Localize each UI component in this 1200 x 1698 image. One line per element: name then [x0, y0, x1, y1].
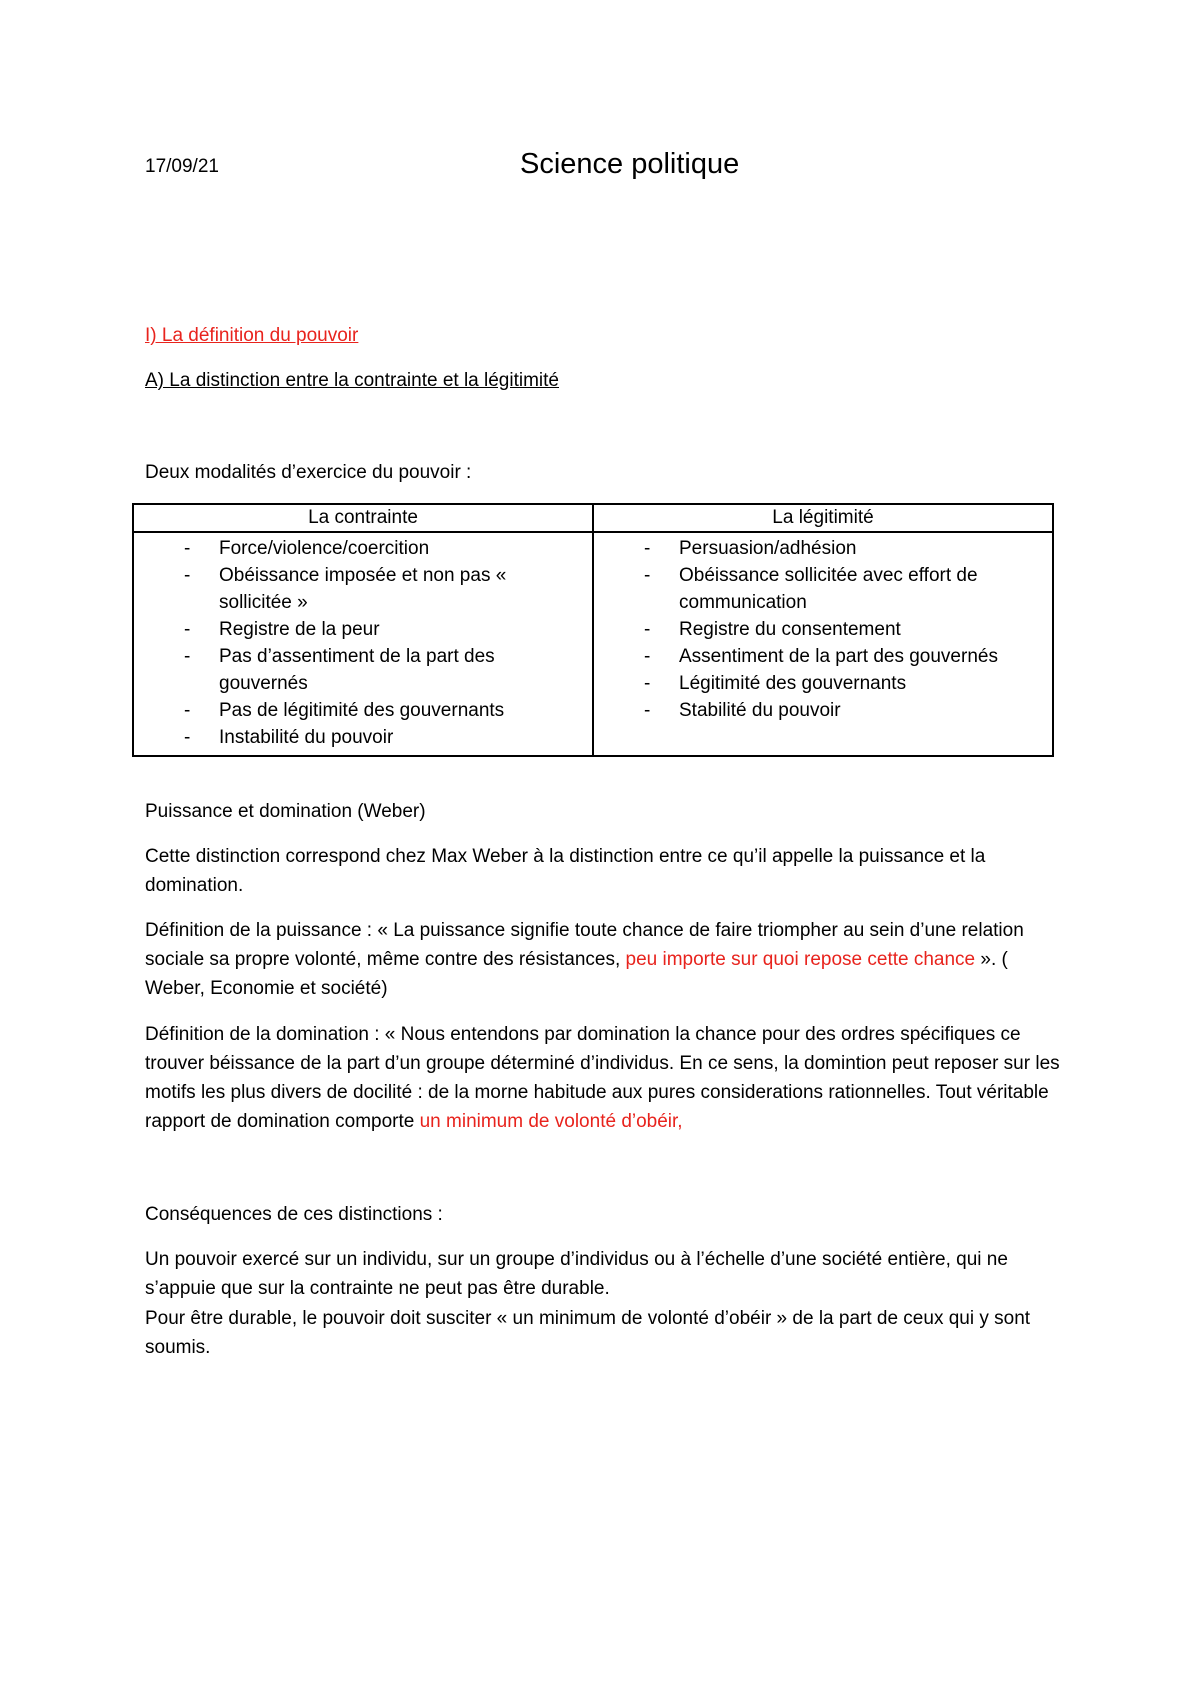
list-item: - Persuasion/adhésion — [644, 538, 857, 559]
date: 17/09/21 — [145, 156, 219, 177]
list-item: - Assentiment de la part des gouvernés — [644, 646, 998, 667]
table-row — [133, 532, 1053, 756]
modalities-table — [132, 503, 1054, 757]
list-item: - Registre de la peur — [184, 619, 380, 640]
subsection-heading: A) La distinction entre la contrainte et la légitimité — [145, 370, 559, 391]
page-title: Science politique — [520, 148, 740, 180]
list-item: - Obéissance sollicitée avec effort de communication — [644, 565, 978, 613]
list-item: - Obéissance imposée et non pas « sollicitée » — [184, 565, 507, 613]
table-header-row — [133, 504, 1053, 532]
legitimite-cell — [593, 532, 1053, 756]
legitimite-list — [594, 535, 1052, 724]
header-legitimite: La légitimité — [593, 504, 1053, 532]
consequences-paragraph: Un pouvoir exercé sur un individu, sur un groupe d’individus ou à l’échelle d’une société entière, qui ne s’appuie que sur la contrainte ne peut pas être durable. — [145, 1249, 1008, 1299]
list-item: - Stabilité du pouvoir — [644, 700, 841, 721]
highlight-text: un minimum de volonté d’obéir, — [419, 1111, 683, 1132]
highlight-text: peu importe sur quoi repose cette chance — [625, 949, 976, 970]
list-item: - Légitimité des gouvernants — [644, 673, 907, 694]
list-item: - Instabilité du pouvoir — [184, 727, 394, 748]
intro-text: Deux modalités d’exercice du pouvoir : — [145, 462, 472, 483]
contrainte-list — [134, 535, 592, 751]
list-item: - Registre du consentement — [644, 619, 901, 640]
consequences-heading: Conséquences de ces distinctions : — [145, 1204, 443, 1225]
consequences-paragraph: Pour être durable, le pouvoir doit susciter « un minimum de volonté d’obéir » de la part de ceux qui y sont soumis. — [145, 1308, 1031, 1358]
contrainte-cell — [133, 532, 593, 756]
puissance-definition: Définition de la puissance : « La puissance signifie toute chance de faire triompher au sein d’une relation sociale sa propre volonté, même contre des résistances, peu importe sur quoi repose cette chance ». ( Weber, Economie et société) — [145, 920, 1024, 999]
weber-paragraph: Cette distinction correspond chez Max Weber à la distinction entre ce qu’il appelle la puissance et la domination. — [145, 846, 986, 896]
list-item: - Pas de légitimité des gouvernants — [184, 700, 505, 721]
header-contrainte: La contrainte — [133, 504, 593, 532]
weber-heading: Puissance et domination (Weber) — [145, 801, 426, 822]
section-heading: I) La définition du pouvoir — [145, 325, 359, 346]
list-item: - Pas d’assentiment de la part des gouvernés — [184, 646, 495, 694]
domination-definition: Définition de la domination : « Nous entendons par domination la chance pour des ordres spécifiques ce trouver béissance de la part d’un groupe déterminé d’individus. En ce sens, la domintion peut reposer sur les motifs les plus divers de docilité : de la morne habitude aux pures considerations rationnelles. Tout véritable rapport de domination comporte un minimum de volonté d’obéir, — [145, 1024, 1060, 1132]
list-item: - Force/violence/coercition — [184, 538, 430, 559]
